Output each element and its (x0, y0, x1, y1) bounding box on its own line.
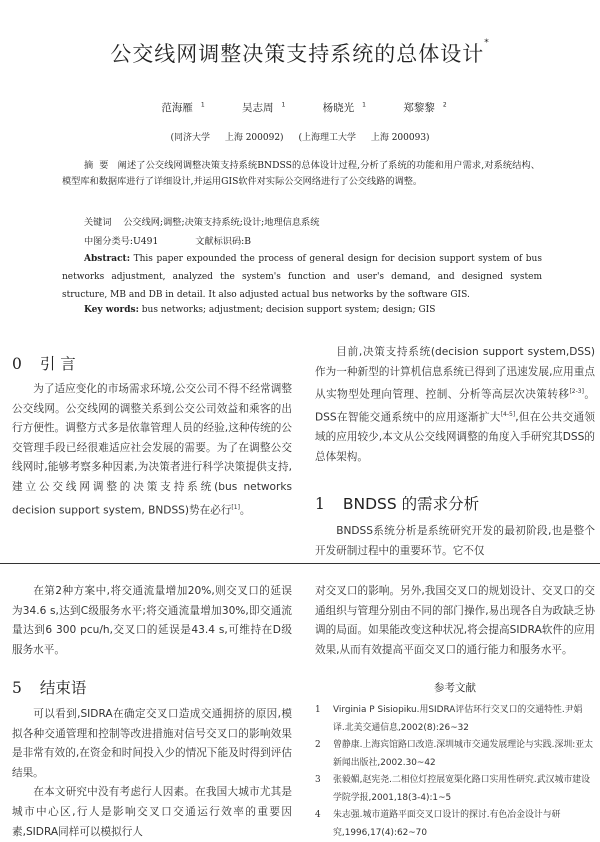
affiliations (0, 130, 600, 143)
affiliation: (同济大学 (170, 133, 210, 143)
intro-paragraph-right: 目前,决策支持系统(decision support system,DSS)作为一种新型的计算机信息系统已得到了迅速发展,应用重点从实物型处理向管理、控制、分析等高层次决策转移[2-3]。DSS在智能交通系统中的应用逐渐扩大[4-5],但在公共交通领域的应用较少,本文从公交线网调整的角度入手研究其DSS的总体架构。 (315, 346, 596, 464)
abstract-chinese (62, 158, 540, 190)
document-code: 文献标识码:B (195, 236, 252, 247)
references-title: 参考文献 (434, 682, 476, 694)
classification-codes (84, 233, 285, 247)
conclusion-paragraph-right: 对交叉口的影响。另外,我国交叉口的规划设计、交叉口的交通组织与管理分别由不同的部门操作,易出现各自为政缺乏协调的局面。如果能改变这种状况,将会提高SIDRA软件的应用效果,从而有效提高平面交叉口的通行能力和服务水平。 (315, 585, 595, 656)
reference-item: 4 朱志强.城市道路平面交叉口设计的探讨.有色冶金设计与研究,1996,17(4):62~70 (315, 810, 561, 838)
clc-number: 中图分类号:U491 (84, 236, 159, 247)
abstract-en-label: Abstract: (84, 254, 131, 264)
reference-item: 2 曾静康.上海宾馆路口改造.深圳城市交通发展理论与实践.深圳:亚太新闻出版社,2002.30~42 (315, 740, 593, 768)
section-heading-conclusion: 5 结束语 (12, 679, 87, 697)
author-list (0, 100, 600, 115)
reference-list (315, 702, 595, 842)
conclusion-paragraphs: 可以看到,SIDRA在确定交叉口造成交通拥挤的原因,模拟各种交通管理和控制等改进措施对信号交叉口的影响效果是非常有效的,在资金和时间投入少的情况下能及时得到评估结果。 在本文研究中没有考虑行人因素。在我国大城市尤其是城市中心区,行人是影响交叉口交通运行效率的重要因素,SIDRA同样可以模拟行人 (12, 708, 292, 838)
author: 吴志周 $^1$ (242, 101, 286, 114)
reference-item: 1 Virginia P Sisiopiku.用SIDRA评估环行交叉口的交通特性.尹娟 译.北美交通信息,2002(8):26~32 (315, 705, 583, 733)
reference-item: 3 张毅媚,赵宪尧.二相位灯控展宽渠化路口实用性研究.武汉城市建设学院学报,2001,18(3-4):1~5 (315, 775, 590, 803)
title-footnote-mark: * (484, 38, 490, 48)
author: 杨晓光 $^1$ (322, 101, 366, 114)
requirements-paragraph: BNDSS系统分析是系统研究开发的最初阶段,也是整个开发研制过程中的重要环节。它不仅 (315, 525, 595, 557)
section-heading-requirements: 1 BNDSS 的需求分析 (315, 495, 480, 513)
title-text: 公交线网调整决策支持系统的总体设计 (110, 42, 485, 66)
abstract-text: 阐述了公交线网调整决策支持系统BNDSS的总体设计过程,分析了系统的功能和用户需求,对系统结构、模型库和数据库进行了详细设计,并运用GIS软件对实际公交网络进行了公交线路的调整。 (62, 160, 540, 187)
affiliation: 上海 200093) (370, 133, 430, 143)
abstract-en-text: This paper expounded the process of general design for decision support system of bus networks adjustment, analyzed the system's function and user's demand, and designed system structure, MB and DB in detail. It also adjusted actual bus networks by the software GIS. (62, 254, 542, 300)
page-divider (0, 563, 600, 564)
section-heading-introduction: 0 引 言 (12, 355, 76, 373)
affiliation: (上海理工大学 (298, 133, 356, 143)
affiliation: 上海 200092) (224, 133, 284, 143)
intro-paragraph-left: 为了适应变化的市场需求环境,公交公司不得不经常调整公交线网。公交线网的调整关系到公交公司效益和乘客的出行方便性。调整方式多是依靠管理人员的经验,这种传统的公交管理手段已经很难适应社会发展的需要。为了在调整公交线网时,能够考察多种因素,为决策者进行科学决策提供支持,建立公交线网调整的决策支持系统(bus networks decision support system, BNDSS)势在必行[1]。 (12, 383, 292, 517)
abstract-english (62, 250, 542, 304)
results-paragraph: 在第2种方案中,将交通流量增加20%,则交叉口的延误为34.6 s,达到C级服务水平;将交通流量增加30%,即交通流量达到6 300 pcu/h,交叉口的延误是43.4 s,可维持在D级服务水平。 (12, 585, 292, 656)
keywords-english: Key words: bus networks; adjustment; decision support system; design; GIS (84, 305, 436, 315)
abstract-label: 摘要 (84, 160, 115, 171)
author: 郑黎黎 $^2$ (403, 101, 447, 114)
author: 范海雁 $^1$ (161, 101, 205, 114)
paper-title (0, 38, 600, 68)
keywords-chinese: 关键词 公交线网;调整;决策支持系统;设计;地理信息系统 (84, 217, 320, 228)
